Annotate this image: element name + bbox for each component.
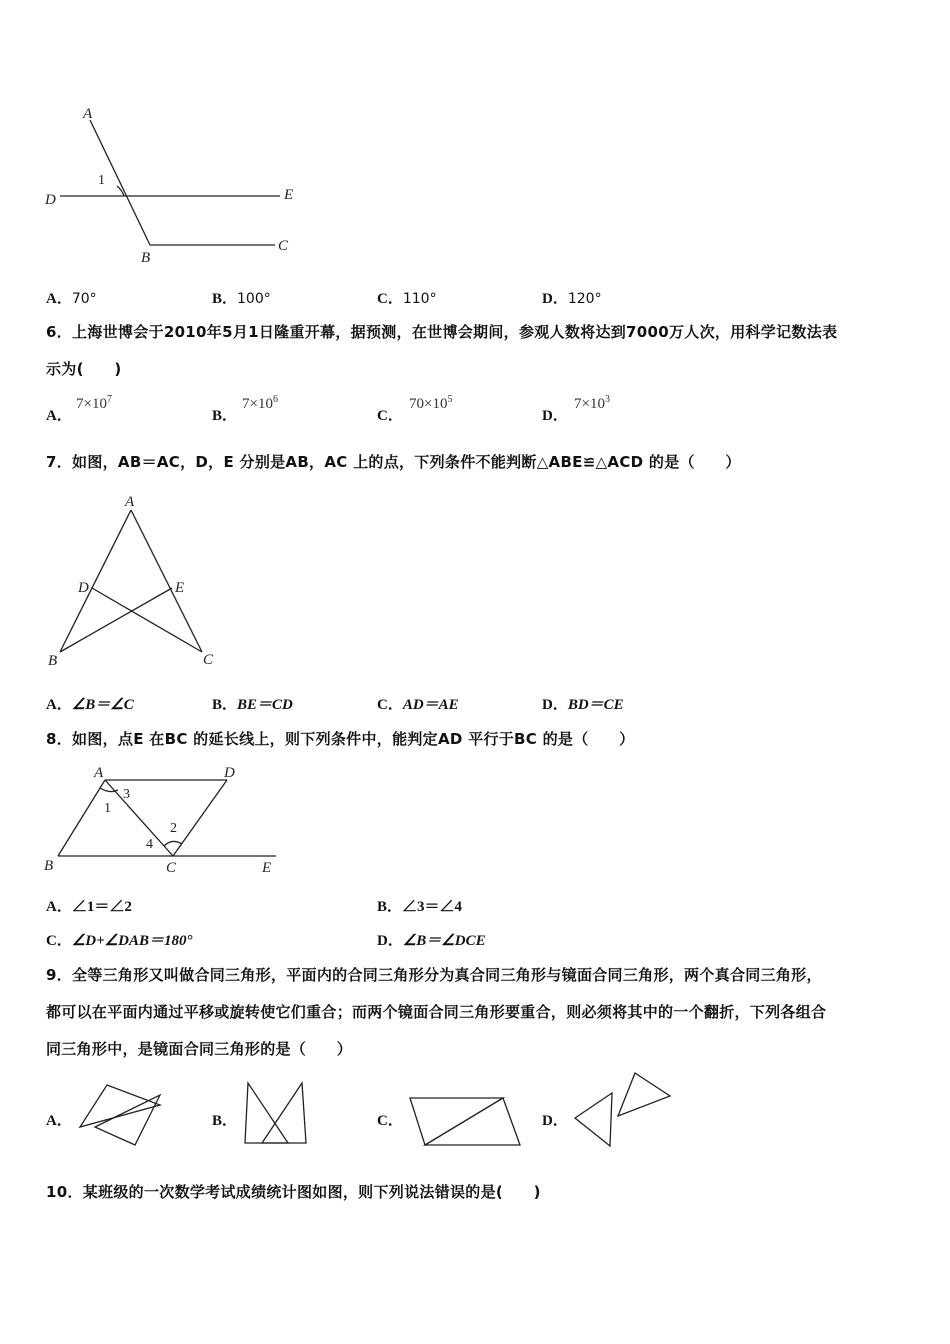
- q5-label-B: B: [141, 250, 151, 266]
- q9-stem-line1: 9．全等三角形又叫做合同三角形，平面内的合同三角形分为真合同三角形与镜面合同三角形，两个真合同三角形，: [46, 966, 822, 984]
- q6-option-c-value: $70\times 10^5$: [409, 394, 453, 412]
- q8-line-CD: [173, 780, 227, 856]
- q8-option-d[interactable]: D．∠B＝∠DCE: [377, 933, 486, 949]
- q9-a-triangle-1: [80, 1085, 160, 1127]
- q6-option-a[interactable]: A．: [46, 408, 72, 424]
- q8-stem: 8．如图，点E 在BC 的延长线上，则下列条件中，能判定AD 平行于BC 的是（ ）: [46, 730, 635, 748]
- q7-option-b[interactable]: B．BE＝CD: [212, 697, 293, 713]
- q6-stem-line2: 示为( ): [46, 360, 122, 378]
- q8-option-a[interactable]: A．∠1＝∠2: [46, 899, 132, 915]
- q9-c-triangle-2: [425, 1098, 520, 1145]
- q8-label-3: 3: [123, 787, 130, 802]
- q8-option-c[interactable]: C．∠D+∠DAB＝180°: [46, 933, 193, 949]
- q9-d-triangle-1: [618, 1073, 670, 1116]
- q5-label-E: E: [284, 187, 294, 203]
- q6-option-a-value: $7\times 10^7$: [76, 394, 112, 412]
- q8-label-A: A: [94, 765, 104, 781]
- q8-label-1: 1: [104, 801, 111, 816]
- q6-stem-line1: 6．上海世博会于2010年5月1日隆重开幕，据预测，在世博会期间，参观人数将达到7000万人次，用科学记数法表: [46, 323, 838, 341]
- q5-option-c[interactable]: C．110°: [377, 291, 437, 307]
- q5-label-A: A: [83, 106, 93, 122]
- q10-stem: 10．某班级的一次数学考试成绩统计图如图，则下列说法错误的是( ): [46, 1183, 541, 1201]
- q6-option-d[interactable]: D．: [542, 408, 568, 424]
- q7-line-BE: [60, 588, 172, 652]
- q8-label-D: D: [224, 765, 235, 781]
- q9-option-b[interactable]: B．: [212, 1113, 238, 1129]
- q7-label-D: D: [78, 580, 89, 596]
- q7-stem: 7．如图，AB＝AC，D，E 分别是AB，AC 上的点，下列条件不能判断△ABE≌△ACD 的是（ ）: [46, 453, 741, 471]
- q9-c-triangle-1: [410, 1098, 503, 1145]
- q8-option-b[interactable]: B．∠3＝∠4: [377, 899, 463, 915]
- q8-label-4: 4: [146, 837, 153, 852]
- q6-option-c[interactable]: C．: [377, 408, 403, 424]
- q8-label-B: B: [44, 858, 54, 874]
- q9-option-d[interactable]: D．: [542, 1113, 568, 1129]
- q7-figure: [40, 490, 240, 675]
- q6-option-d-value: $7\times 10^3$: [574, 394, 610, 412]
- q7-option-a[interactable]: A．∠B＝∠C: [46, 697, 134, 713]
- q9-option-a[interactable]: A．: [46, 1113, 72, 1129]
- q9-stem-line2: 都可以在平面内通过平移或旋转使它们重合；而两个镜面合同三角形要重合，则必须将其中的一个翻折，下列各组合: [46, 1003, 827, 1021]
- q8-line-AB: [58, 780, 105, 856]
- q9-d-triangle-2: [575, 1093, 612, 1146]
- q7-label-C: C: [203, 652, 214, 668]
- q9-option-c-figure: [405, 1090, 530, 1150]
- q9-option-b-figure: [240, 1075, 315, 1150]
- q7-option-d[interactable]: D．BD＝CE: [542, 697, 624, 713]
- q5-label-C: C: [278, 238, 289, 254]
- q5-figure: [40, 100, 310, 270]
- q5-option-a[interactable]: A．70°: [46, 291, 97, 307]
- q9-option-d-figure: [570, 1068, 680, 1153]
- q7-label-E: E: [175, 580, 185, 596]
- q7-option-c[interactable]: C．AD＝AE: [377, 697, 459, 713]
- q5-option-d[interactable]: D．120°: [542, 291, 602, 307]
- q8-label-2: 2: [170, 821, 177, 836]
- q8-angle-arc-C: [164, 841, 182, 846]
- q5-label-1: 1: [98, 173, 105, 188]
- q8-angle-arc-A: [100, 788, 118, 792]
- q7-line-AB: [60, 510, 131, 652]
- q9-stem-line3: 同三角形中，是镜面合同三角形的是（ ）: [46, 1040, 353, 1058]
- q5-label-D: D: [45, 192, 56, 208]
- q7-label-A: A: [125, 494, 135, 510]
- q9-option-c[interactable]: C．: [377, 1113, 403, 1129]
- q6-option-b[interactable]: B．: [212, 408, 238, 424]
- q5-option-b[interactable]: B．100°: [212, 291, 271, 307]
- q7-label-B: B: [48, 653, 58, 669]
- q9-option-a-figure: [75, 1075, 170, 1150]
- q6-option-b-value: $7\times 10^6$: [242, 394, 278, 412]
- q8-label-C: C: [166, 860, 177, 876]
- q8-figure: [40, 760, 290, 880]
- q8-label-E: E: [262, 860, 272, 876]
